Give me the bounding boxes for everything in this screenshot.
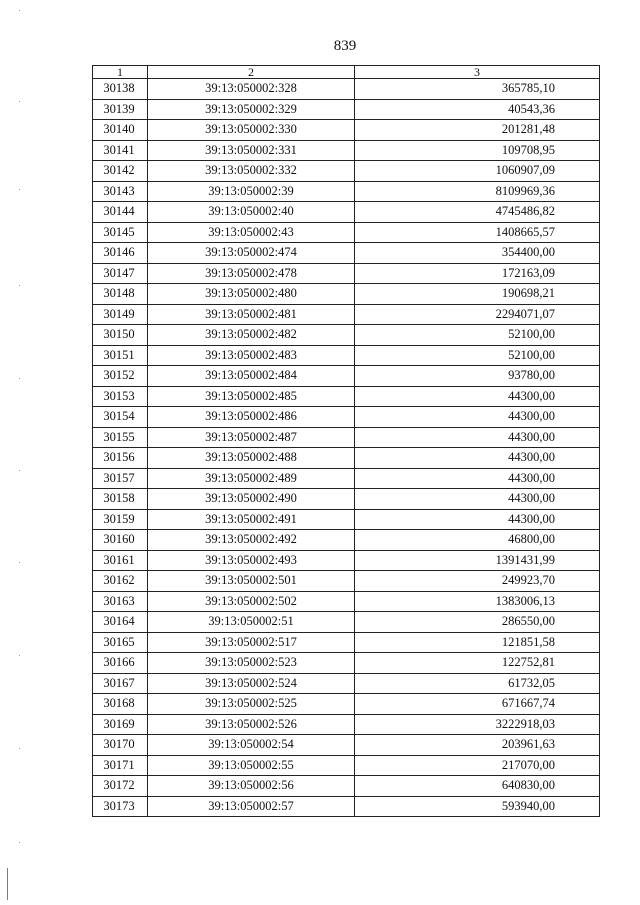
page-number: 839 (333, 38, 357, 54)
row-number-cell: 30156 (93, 448, 148, 469)
cadastral-value-cell: 4745486,82 (355, 202, 600, 223)
cadastral-number-cell: 39:13:050002:525 (148, 694, 355, 715)
cadastral-value-cell: 44300,00 (355, 427, 600, 448)
cadastral-value-cell: 286550,00 (355, 612, 600, 633)
table-body (93, 79, 600, 817)
row-number-cell: 30173 (93, 796, 148, 817)
table-row (93, 632, 600, 653)
table-row (93, 653, 600, 674)
cadastral-number-cell: 39:13:050002:328 (148, 79, 355, 100)
row-number-cell: 30171 (93, 755, 148, 776)
row-number-cell: 30144 (93, 202, 148, 223)
cadastral-value-cell: 2294071,07 (355, 304, 600, 325)
cadastral-value-cell: 1383006,13 (355, 591, 600, 612)
cadastral-value-cell: 44300,00 (355, 407, 600, 428)
scan-edge-line (7, 868, 8, 900)
table-row (93, 427, 600, 448)
cadastral-value-cell: 203961,63 (355, 735, 600, 756)
row-number-cell: 30158 (93, 489, 148, 510)
cadastral-number-cell: 39:13:050002:484 (148, 366, 355, 387)
table-row (93, 407, 600, 428)
table-row (93, 140, 600, 161)
row-number-cell: 30141 (93, 140, 148, 161)
cadastral-value-cell: 93780,00 (355, 366, 600, 387)
table-row (93, 99, 600, 120)
cadastral-number-cell: 39:13:050002:524 (148, 673, 355, 694)
cadastral-number-cell: 39:13:050002:501 (148, 571, 355, 592)
table-row (93, 448, 600, 469)
cadastral-value-cell: 1060907,09 (355, 161, 600, 182)
cadastral-value-cell: 52100,00 (355, 325, 600, 346)
cadastral-value-cell: 3222918,03 (355, 714, 600, 735)
cadastral-value-cell: 249923,70 (355, 571, 600, 592)
table-row (93, 161, 600, 182)
row-number-cell: 30142 (93, 161, 148, 182)
row-number-cell: 30151 (93, 345, 148, 366)
cadastral-number-cell: 39:13:050002:517 (148, 632, 355, 653)
column-header-1: 1 (93, 66, 148, 79)
cadastral-number-cell: 39:13:050002:330 (148, 120, 355, 141)
cadastral-number-cell: 39:13:050002:502 (148, 591, 355, 612)
cadastral-value-cell: 121851,58 (355, 632, 600, 653)
cadastral-number-cell: 39:13:050002:481 (148, 304, 355, 325)
row-number-cell: 30167 (93, 673, 148, 694)
cadastral-number-cell: 39:13:050002:482 (148, 325, 355, 346)
cadastral-number-cell: 39:13:050002:487 (148, 427, 355, 448)
cadastral-number-cell: 39:13:050002:526 (148, 714, 355, 735)
row-number-cell: 30169 (93, 714, 148, 735)
row-number-cell: 30162 (93, 571, 148, 592)
cadastral-number-cell: 39:13:050002:483 (148, 345, 355, 366)
table-row (93, 571, 600, 592)
table-row (93, 325, 600, 346)
scan-speck (19, 378, 20, 379)
scan-speck (19, 285, 20, 286)
row-number-cell: 30145 (93, 222, 148, 243)
cadastral-number-cell: 39:13:050002:332 (148, 161, 355, 182)
cadastral-number-cell: 39:13:050002:493 (148, 550, 355, 571)
table-row (93, 181, 600, 202)
table-row (93, 673, 600, 694)
cadastral-value-cell: 44300,00 (355, 489, 600, 510)
table-row (93, 284, 600, 305)
cadastral-value-cell: 671667,74 (355, 694, 600, 715)
table-row (93, 530, 600, 551)
cadastral-value-cell: 44300,00 (355, 448, 600, 469)
cadastral-number-cell: 39:13:050002:329 (148, 99, 355, 120)
cadastral-number-cell: 39:13:050002:57 (148, 796, 355, 817)
row-number-cell: 30143 (93, 181, 148, 202)
cadastral-number-cell: 39:13:050002:489 (148, 468, 355, 489)
row-number-cell: 30155 (93, 427, 148, 448)
table-row (93, 120, 600, 141)
row-number-cell: 30168 (93, 694, 148, 715)
scan-speck (19, 655, 20, 656)
cadastral-value-cell: 172163,09 (355, 263, 600, 284)
row-number-cell: 30159 (93, 509, 148, 530)
table-row (93, 345, 600, 366)
row-number-cell: 30164 (93, 612, 148, 633)
table-row (93, 714, 600, 735)
table-row (93, 386, 600, 407)
scan-speck (19, 101, 20, 102)
row-number-cell: 30172 (93, 776, 148, 797)
column-header-3: 3 (355, 66, 600, 79)
cadastral-number-cell: 39:13:050002:491 (148, 509, 355, 530)
cadastral-value-cell: 217070,00 (355, 755, 600, 776)
cadastral-value-cell: 1391431,99 (355, 550, 600, 571)
table-row (93, 694, 600, 715)
cadastral-number-cell: 39:13:050002:485 (148, 386, 355, 407)
cadastral-value-cell: 44300,00 (355, 386, 600, 407)
cadastral-number-cell: 39:13:050002:492 (148, 530, 355, 551)
cadastral-number-cell: 39:13:050002:56 (148, 776, 355, 797)
table-row (93, 222, 600, 243)
table-header-row (93, 66, 600, 79)
table-row (93, 263, 600, 284)
row-number-cell: 30157 (93, 468, 148, 489)
table-row (93, 591, 600, 612)
cadastral-value-cell: 8109969,36 (355, 181, 600, 202)
cadastral-number-cell: 39:13:050002:51 (148, 612, 355, 633)
cadastral-value-cell: 122752,81 (355, 653, 600, 674)
cadastral-value-cell: 61732,05 (355, 673, 600, 694)
cadastral-number-cell: 39:13:050002:478 (148, 263, 355, 284)
cadastral-number-cell: 39:13:050002:331 (148, 140, 355, 161)
cadastral-value-cell: 354400,00 (355, 243, 600, 264)
row-number-cell: 30146 (93, 243, 148, 264)
table-row (93, 735, 600, 756)
cadastral-number-cell: 39:13:050002:488 (148, 448, 355, 469)
table-row (93, 776, 600, 797)
cadastral-value-cell: 44300,00 (355, 468, 600, 489)
cadastral-value-cell: 593940,00 (355, 796, 600, 817)
row-number-cell: 30149 (93, 304, 148, 325)
column-header-2: 2 (148, 66, 355, 79)
cadastral-number-cell: 39:13:050002:490 (148, 489, 355, 510)
table-row (93, 550, 600, 571)
scan-speck (19, 470, 20, 471)
row-number-cell: 30138 (93, 79, 148, 100)
table-row (93, 79, 600, 100)
row-number-cell: 30160 (93, 530, 148, 551)
cadastral-number-cell: 39:13:050002:40 (148, 202, 355, 223)
table-row (93, 796, 600, 817)
row-number-cell: 30165 (93, 632, 148, 653)
cadastral-number-cell: 39:13:050002:474 (148, 243, 355, 264)
row-number-cell: 30150 (93, 325, 148, 346)
scan-speck (19, 842, 20, 843)
scan-speck (19, 562, 20, 563)
row-number-cell: 30139 (93, 99, 148, 120)
cadastral-value-cell: 40543,36 (355, 99, 600, 120)
scan-speck (19, 748, 20, 749)
row-number-cell: 30152 (93, 366, 148, 387)
cadastral-number-cell: 39:13:050002:39 (148, 181, 355, 202)
table-row (93, 366, 600, 387)
cadastral-number-cell: 39:13:050002:54 (148, 735, 355, 756)
table-row (93, 755, 600, 776)
cadastral-number-cell: 39:13:050002:55 (148, 755, 355, 776)
table-row (93, 304, 600, 325)
row-number-cell: 30166 (93, 653, 148, 674)
cadastral-value-cell: 46800,00 (355, 530, 600, 551)
table-row (93, 243, 600, 264)
table-row (93, 489, 600, 510)
table-row (93, 468, 600, 489)
row-number-cell: 30170 (93, 735, 148, 756)
scan-speck (19, 189, 20, 190)
table-row (93, 202, 600, 223)
row-number-cell: 30148 (93, 284, 148, 305)
cadastral-value-cell: 640830,00 (355, 776, 600, 797)
cadastral-number-cell: 39:13:050002:480 (148, 284, 355, 305)
row-number-cell: 30161 (93, 550, 148, 571)
cadastral-value-cell: 1408665,57 (355, 222, 600, 243)
cadastral-value-cell: 201281,48 (355, 120, 600, 141)
row-number-cell: 30140 (93, 120, 148, 141)
table-row (93, 612, 600, 633)
row-number-cell: 30154 (93, 407, 148, 428)
table-row (93, 509, 600, 530)
cadastral-value-cell: 190698,21 (355, 284, 600, 305)
cadastral-value-cell: 52100,00 (355, 345, 600, 366)
cadastral-value-cell: 365785,10 (355, 79, 600, 100)
cadastral-number-cell: 39:13:050002:43 (148, 222, 355, 243)
row-number-cell: 30147 (93, 263, 148, 284)
scan-speck (19, 10, 20, 11)
cadastral-value-cell: 109708,95 (355, 140, 600, 161)
cadastral-number-cell: 39:13:050002:523 (148, 653, 355, 674)
row-number-cell: 30163 (93, 591, 148, 612)
cadastral-value-cell: 44300,00 (355, 509, 600, 530)
cadastral-value-table (92, 65, 600, 817)
cadastral-number-cell: 39:13:050002:486 (148, 407, 355, 428)
row-number-cell: 30153 (93, 386, 148, 407)
